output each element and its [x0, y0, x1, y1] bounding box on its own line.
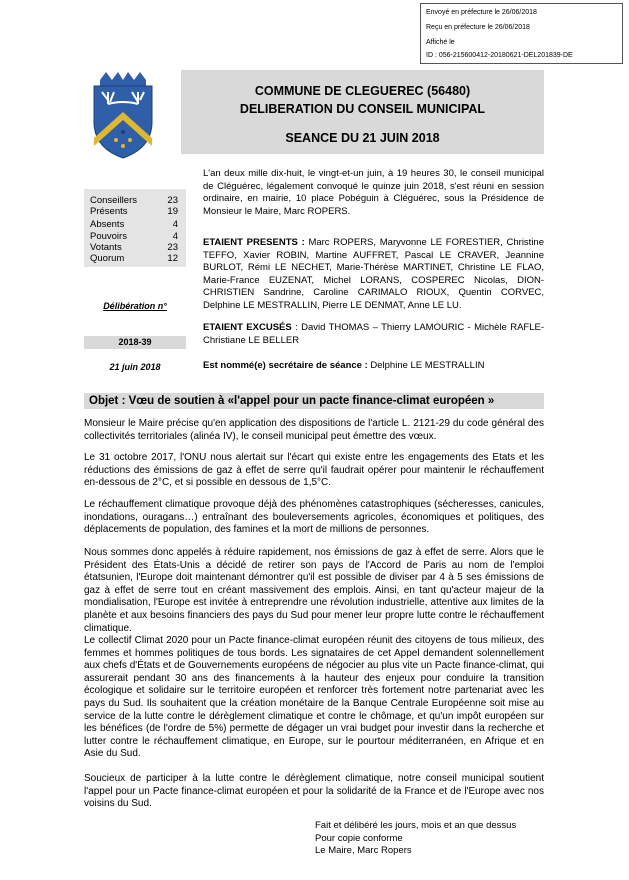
stamp-received-line: Reçu en préfecture le 26/06/2018 [426, 24, 530, 31]
session-date: SEANCE DU 21 JUIN 2018 [285, 131, 440, 145]
excused-label: ETAIENT EXCUSÉS [203, 322, 292, 333]
body-paragraph: Nous sommes donc appelés à réduire rapidement, nos émissions de gaz à effet de serre. Alors que le Président des États-Unis a décidé de retirer son pays de l'Accord de Paris au nom de l'emploi étatsunien, l'Europe doit maintenant démontrer qu'il est possible de diviser par 4 à 5 ses émissions de gaz à effet de serre tout en créant massivement des emplois. Ainsi, en tant qu'acteur majeur de la mondialisation, l'Europe est invitée à entreprendre une révolution industrielle, attentive aux limites de la planète et aux besoins financiers des pays du Sud pour mener leur propre lutte contre le réchauffement climatique. [84, 547, 544, 634]
stamp-sent-line: Envoyé en préfecture le 26/06/2018 [426, 9, 537, 16]
secretary-label: Est nommé(e) secrétaire de séance : [203, 360, 368, 371]
body-paragraph: Le 31 octobre 2017, l'ONU nous alertait sur l'écart qui existe entre les engagements des Etats et les réductions des émissions de gaz à effet de serre qu'il faudrait opérer pour maintenir le réchauffement en-dessous de 2°C, et si possible en dessous de 1,5°C. [84, 452, 544, 489]
stat-row [90, 195, 182, 206]
body-paragraph: Soucieux de participer à la lutte contre le dérèglement climatique, notre conseil municipal soutient l'appel pour un Pacte finance-climat européen et pour la solidarité de la France et de l'Europe avec nos voisins du Sud. [84, 773, 544, 810]
stat-value: 23 [167, 195, 178, 206]
stat-value: 4 [172, 231, 178, 242]
present-members [203, 237, 544, 312]
coat-of-arms-logo [88, 70, 158, 160]
stat-label: Conseillers [90, 195, 137, 206]
body-paragraph: Le réchauffement climatique provoque déjà des phénomènes catastrophiques (sécheresses, canicules, inondations, ouragans…) entraînant des bouleversements agricoles, économiques et politiques, des déplacements de population, des famines et la mort de millions de personnes. [84, 499, 544, 536]
stat-label: Présents [90, 206, 128, 217]
stat-value: 19 [167, 206, 178, 217]
stat-label: Pouvoirs [90, 231, 127, 242]
deliberation-date: 21 juin 2018 [109, 362, 161, 372]
stat-value: 12 [167, 253, 178, 264]
stamp-id-line: ID : 056-215600412-20180621-DEL201839-DE [426, 52, 573, 59]
stat-label: Quorum [90, 253, 125, 264]
session-secretary [203, 360, 544, 373]
stat-row [90, 206, 182, 217]
prefecture-stamp [420, 3, 623, 64]
stat-row [90, 231, 182, 242]
stat-row [90, 242, 182, 253]
stat-row [90, 253, 182, 264]
stat-row [90, 219, 182, 230]
body-paragraph: Monsieur le Maire précise qu'en application des dispositions de l'article L. 2121-29 du code général des collectivités territoriales (alinéa IV), le conseil municipal peut émettre des vœux. [84, 418, 544, 442]
excused-members [203, 322, 544, 347]
subject-bar: Objet : Vœu de soutien à «l'appel pour un pacte finance-climat européen » [84, 393, 544, 409]
present-list: Marc ROPERS, Maryvonne LE FORESTIER, Christine TEFFO, Xavier ROBIN, Martine AUFFRET, Pascal LE CRAVER, Jeannine BURLOT, Rémi LE NECHET, Marie-Thérèse MARTINET, Christine LE FLAO, Marie-France EUZENAT, Michel LORANS, COSPEREC Nicolas, DION-CHRISTIEN Sandrine, Caroline CARIMALO RIOUX, Quentin CORVEC, Delphine LE MESTRALLIN, Pierre LE DENMAT, Anne LE LU. [203, 237, 544, 311]
deliberation-label [84, 301, 186, 311]
body-paragraph: Le collectif Climat 2020 pour un Pacte finance-climat européen réunit des citoyens de tous milieux, des femmes et hommes politiques de tous bords. Les signataires de cet Appel demandent solennellement aux chefs d'États et de Gouvernements européens de négocier au plus vite un Pacte finance-climat, qui assurerait pendant 30 ans des financements à la hauteur des enjeux pour conduire la transition écologique et solidaire sur le territoire européen et renforcer très fortement notre partenariat avec les pays du Sud. Ils souhaitent que la création monétaire de la Banque Centrale Européenne soit mise au service de la lutte contre le dérèglement climatique et contre le chômage, et qu'un impôt européen sur les bénéfices (de l'ordre de 5%) permette de dégager un vrai budget pour investir dans la recherche et lutter contre le réchauffement climatique, en Europe, sur le pourtour méditerranéen, en Afrique et en Asie du Sud. [84, 635, 544, 760]
signature-line: Le Maire, Marc Ropers [315, 845, 412, 856]
deliberation-label-text: Délibération n° [103, 301, 167, 311]
signature-line: Pour copie conforme [315, 832, 403, 844]
stat-label: Absents [90, 219, 125, 230]
signature-line: Fait et délibéré les jours, mois et an que dessus [315, 820, 517, 831]
stamp-posted-line: Affiché le [426, 39, 455, 46]
document-header [181, 70, 544, 154]
excused-list: : David THOMAS – Thierry LAMOURIC - Michèle RAFLE-Christiane LE BELLER [203, 322, 544, 346]
stat-label: Votants [90, 242, 122, 253]
commune-name: COMMUNE DE CLEGUEREC (56480) [254, 84, 471, 98]
deliberation-number: 2018-39 [84, 336, 186, 349]
secretary-name: Delphine LE MESTRALLIN [367, 360, 485, 371]
signature-block [315, 820, 516, 858]
intro-paragraph: L'an deux mille dix-huit, le vingt-et-un juin, à 19 heures 30, le conseil municipal de Cléguérec, légalement convoqué le quinze juin 2018, s'est réuni en session ordinaire, en mairie, 10 place Pobéguin à Cléguérec, sous la Présidence de Monsieur le Maire, Marc ROPERS. [203, 168, 544, 217]
stat-value: 4 [172, 219, 178, 230]
stat-value: 23 [167, 242, 178, 253]
attendance-stats [84, 189, 186, 267]
document-title: DELIBERATION DU CONSEIL MUNICIPAL [239, 102, 486, 116]
present-label: ETAIENT PRESENTS : [203, 237, 305, 248]
